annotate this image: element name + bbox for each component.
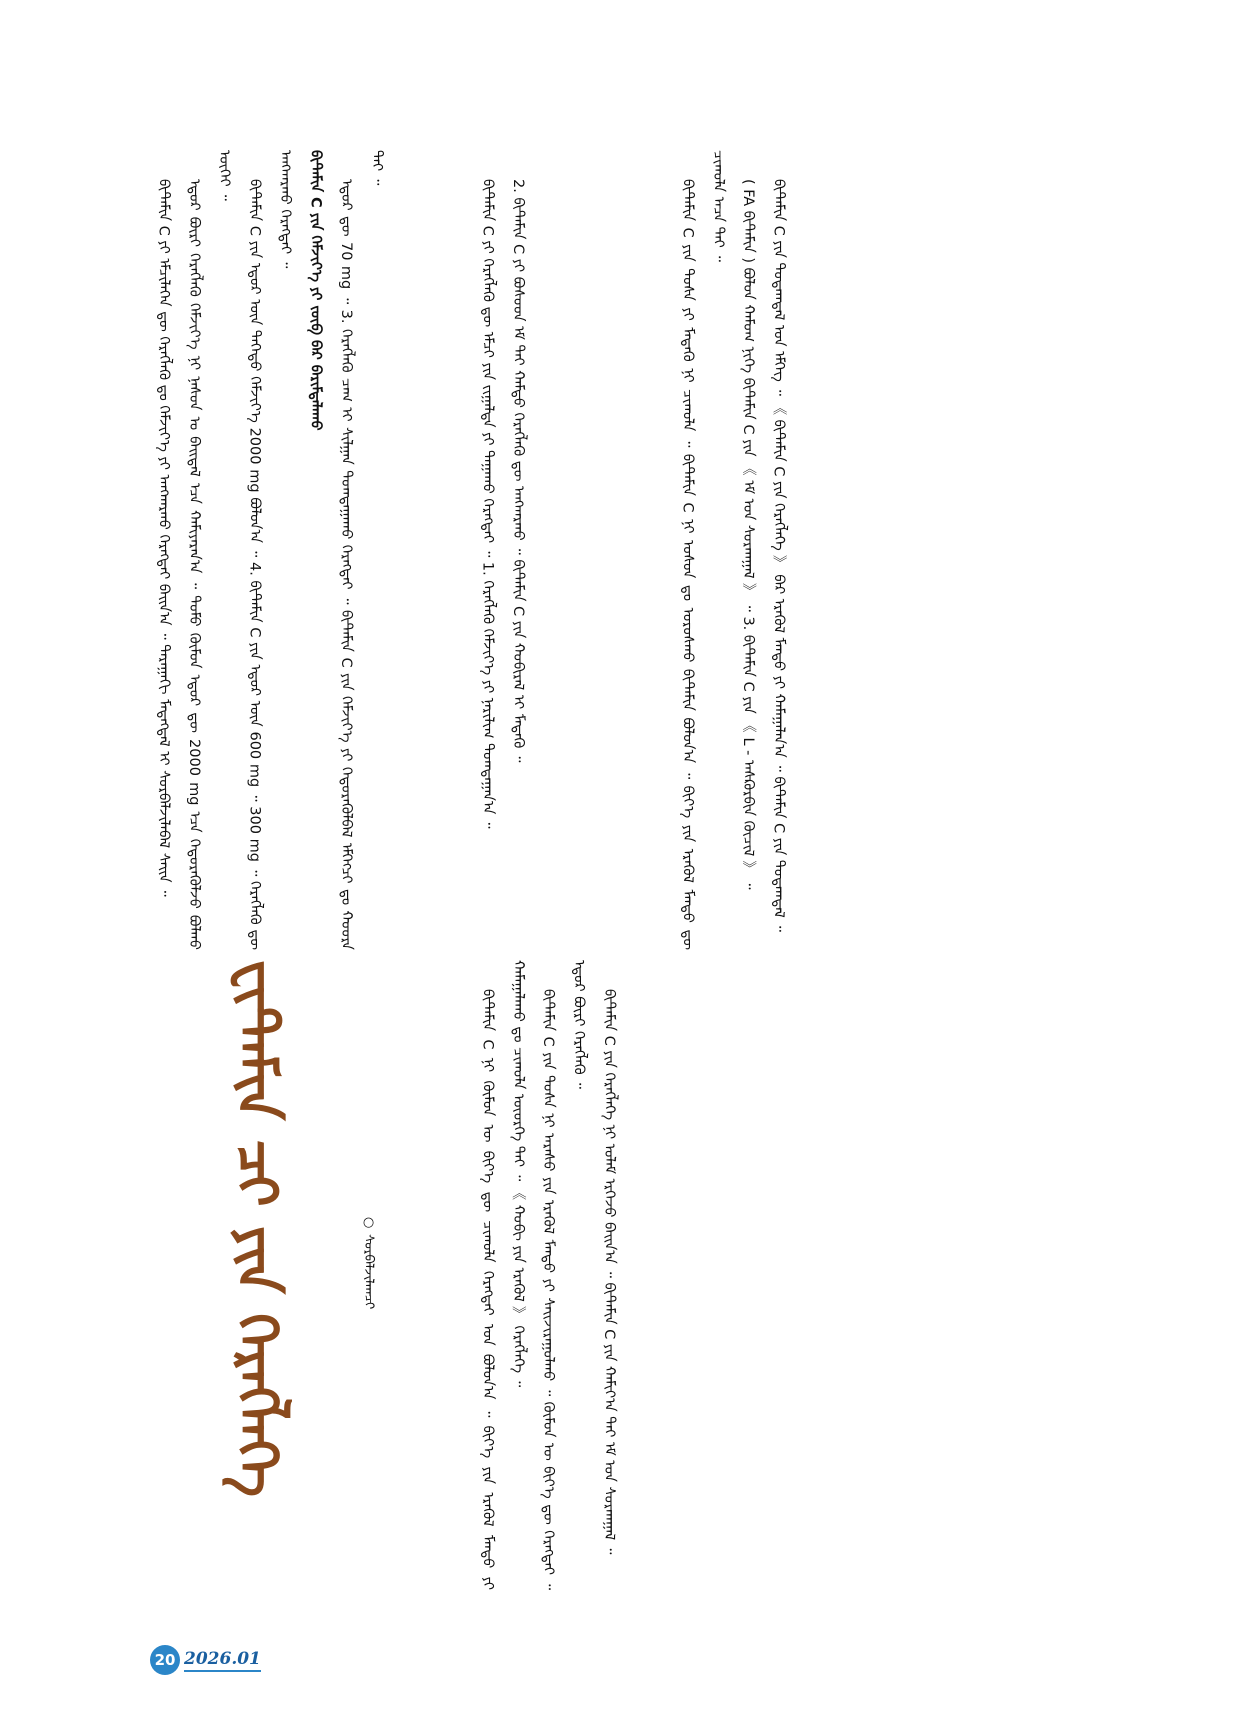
paragraph: ( FA ᠪᠢᠲ᠋ᠠᠮᠢᠨ ) ᠪᠣᠯᠤᠨ ᠬᠠᠮᠤᠭ ᠨᠢᠭᠡ ᠪᠢᠲ᠋ᠠᠮᠢᠨ C ᠶᠢᠨ 《 ᠡᠮ ᠤᠨ ᠰᠤᠷᠬᠠᠭᠠᠯ 》 ᠃ 3. ᠪᠢᠲ᠋ᠠᠮᠢᠨ C ᠶᠢᠨ 《 L - ᠠᠰᠺᠣᠷᠪᠢᠨ ᠬᠦᠴᠢᠯ 》 ᠃: [740, 179, 757, 890]
author-name: ᠰᠤᠷᠪᠠᠯᠵᠢᠯᠠᠭᠴᠢ: [361, 1234, 376, 1310]
page-number: 20: [150, 1645, 180, 1675]
paragraph: ᠪᠢᠲ᠋ᠠᠮᠢᠨ C ᠶᠢᠨ ᠲᠤᠰᠠ ᠨᠢ ᠠᠷᠠᠰᠤ ᠶᠢᠨ ᠡᠷᠡᠭᠦᠯ ᠮᠡᠨᠳᠦ ᠶᠢ ᠰᠠᠢᠵᠢᠷᠠᠭᠤᠯᠬᠤ ᠃ ᠬᠦᠮᠦᠨ ᠦ ᠪᠢᠶ᠎ᠡ ᠳᠦ ᠬᠡᠷᠡᠭᠲᠡᠢ ᠃ ᠡᠳᠦᠷ ᠪᠦᠷᠢ ᠬᠡᠷᠡᠭᠯᠡᠬᠦ ᠃: [540, 960, 587, 1590]
paragraph: ᠪᠢᠲ᠋ᠠᠮᠢᠨ C ᠶᠢᠨ ᠡᠳᠦᠷ ᠦᠨ ᠳᠡᠭᠡᠳᠦ ᠬᠡᠮᠵᠢᠶ᠎ᠡ 2000 mg ᠪᠤᠯᠤᠨ᠎ᠠ ᠃ 4. ᠪᠢᠲ᠋ᠠᠮᠢᠨ C ᠶᠢᠨ ᠡᠳᠦᠷ ᠦᠨ 600 mg ᠃ 300 mg ᠃ ᠬᠡᠷᠡᠭᠯᠡᠬᠦ ᠳᠦ ᠠᠩᠬᠠᠷᠬᠤ ᠬᠡᠷᠡᠭᠲᠡᠢ ᠃: [246, 150, 294, 950]
article-title: ᠸᠢᠲ᠋ᠠᠮᠢᠨ ᠴᠢ ᠶᠢᠨ ᠬᠡᠷᠡᠭᠯᠡᠭᠡ: [224, 960, 290, 1498]
column-b: [472, 150, 654, 950]
paragraph: ᠪᠢᠲ᠋ᠠᠮᠢᠨ C ᠶᠢᠨ ᠲᠤᠰᠠ ᠶᠢ ᠮᠡᠳᠡᠬᠦ ᠨᠢ ᠴᠢᠬᠤᠯᠠ ᠃ ᠪᠢᠲ᠋ᠠᠮᠢᠨ C ᠨᠢ ᠤᠰᠤᠨ ᠳᠤ ᠤᠷᠤᠰᠬᠤ ᠪᠢᠲ᠋ᠠᠮᠢᠨ ᠪᠣᠯᠤᠨ᠎ᠠ ᠃ ᠪᠢᠶ᠎ᠡ ᠶᠢᠨ ᠡᠷᠡᠭᠦᠯ ᠮᠡᠨᠳᠦ ᠳᠦ ᠴᠢᠬᠤᠯᠠ ᠠᠴᠠ ᠲᠠᠢ ᠃: [679, 150, 726, 950]
footer: [150, 1630, 261, 1690]
author-line: [356, 1215, 380, 1475]
paragraph: ᠪᠢᠲ᠋ᠠᠮᠢᠨ C ᠶᠢ ᠡᠮᠴᠢᠯᠡᠭᠡᠨ ᠳᠦ ᠬᠡᠷᠡᠭᠯᠡᠬᠦ ᠳᠤ ᠬᠡᠮᠵᠢᠶ᠎ᠡ ᠶᠢ ᠠᠨᠭᠬᠠᠷᠬᠤ ᠬᠡᠷᠡᠭᠲᠡᠢ ᠪᠠᠢᠨ᠎ᠠ ᠃ ᠳᠠᠷᠠᠭᠠᠬᠢ ᠮᠡᠳᠡᠭᠳᠡᠯ ᠢ ᠰᠤᠷᠪᠠᠯᠵᠢᠯᠠᠪᠠᠯ ᠰᠠᠢᠨ ᠃: [155, 179, 172, 897]
author-mark: ○: [361, 1215, 376, 1230]
paragraph: ᠪᠢᠲ᠋ᠠᠮᠢᠨ C ᠶᠢ ᠬᠡᠷᠡᠭᠯᠡᠬᠦ ᠳᠦ ᠡᠮᠴᠢ ᠶᠢᠨ ᠵᠢᠭᠠᠯᠲᠠ ᠶᠢ ᠳᠠᠭᠠᠬᠤ ᠬᠡᠷᠡᠭᠲᠡᠢ ᠃ 1. ᠬᠡᠷᠡᠭᠯᠡᠬᠦ ᠬᠡᠮᠵᠢᠶ᠎ᠡ ᠶᠢ ᠨᠠᠷᠢᠯᠢᠭ ᠲᠣᠭᠲᠠᠭᠠᠨ᠎ᠠ ᠃: [479, 179, 496, 829]
column-c: [672, 150, 1084, 950]
paragraph: ᠡᠳᠦᠷ ᠪᠦᠷᠢ ᠬᠡᠷᠡᠭᠯᠡᠬᠦ ᠬᠡᠮᠵᠢᠶ᠎ᠡ ᠨᠢ ᠨᠠᠰᠤᠨ ᠤ ᠪᠠᠢᠳᠠᠯ ᠡᠴᠡ ᠬᠠᠮᠢᠶᠠᠷᠠᠨ᠎ᠠ ᠃ ᠲᠤᠮᠤ ᠬᠦᠮᠦᠨ ᠡᠳᠦᠷ ᠳᠦ 2000 mg ᠡᠴᠡ ᠬᠡᠲᠦᠷᠡᠭᠦᠯᠵᠦ ᠪᠤᠯᠬᠤ ᠦᠭᠡᠢ ᠃: [185, 150, 233, 950]
paragraph: ᠪᠢᠲ᠋ᠠᠮᠢᠨ C ᠶᠢᠨ ᠬᠡᠷᠡᠭᠯᠡᠭᠡ ᠨᠢ ᠤᠯᠠᠮ ᠡᠷᠭᠡᠵᠦ ᠪᠠᠢᠨ᠎ᠠ ᠃ ᠪᠢᠲ᠋ᠠᠮᠢᠨ C ᠶᠢᠨ ᠬᠠᠮᠢᠶ᠎ᠠ ᠲᠠᠢ ᠡᠮ ᠤᠨ ᠰᠤᠷᠬᠠᠭᠠᠯ ᠃: [601, 989, 618, 1555]
column-d: [472, 960, 1084, 1590]
column-a: [148, 150, 468, 950]
section-heading: ᠪᠢᠲ᠋ᠠᠮᠢᠨ C ᠶᠢᠨ ᠬᠡᠮᠵᠢᠶ᠎ᠡ ᠶᠢ ᠵᠦᠪ ᠪᠠᠷ ᠪᠠᠷᠢᠮᠲᠠᠯᠠᠬᠤ: [307, 150, 324, 431]
paragraph: ᠪᠢᠲ᠋ᠠᠮᠢᠨ C ᠨᠢ ᠬᠦᠮᠦᠨ ᠦ ᠪᠢᠶ᠎ᠡ ᠳᠦ ᠴᠢᠬᠤᠯᠠ ᠬᠡᠷᠡᠭᠲᠡᠢ ᠡᠳ ᠪᠣᠯᠤᠨ᠎ᠠ ᠃ ᠪᠢᠶ᠎ᠡ ᠶᠢᠨ ᠡᠷᠡᠭᠦᠯ ᠮᠡᠨᠳᠦ ᠶᠢ ᠬᠠᠮᠠᠭᠠᠯᠠᠬᠤ ᠳᠤ ᠴᠢᠬᠤᠯᠠ ᠦᠦᠷᠭᠡ ᠲᠠᠢ ᠃ 《 ᠬᠤᠪᠢ ᠶᠢᠨ ᠡᠷᠡᠭᠦᠯ 》 ᠬᠡᠷᠡᠭᠯᠡᠭᠡ ᠃: [479, 960, 526, 1590]
paragraph: ᠡᠳᠦᠷ ᠳᠦ 70 mg ᠃ 3. ᠬᠡᠷᠡᠭᠯᠡᠬᠦ ᠴᠠᠭ ᠢ ᠰᠢᠯᠭᠠᠨ ᠲᠣᠭᠲᠠᠭᠠᠬᠤ ᠬᠡᠷᠡᠭᠲᠡᠢ ᠃ ᠪᠢᠲ᠋ᠠᠮᠢᠨ C ᠶᠢᠨ ᠬᠡᠮᠵᠢᠶ᠎ᠡ ᠶᠢ ᠬᠡᠲᠦᠷᠡᠭᠦᠯᠪᠡᠯ ᠡᠮᠭᠡᠭᠴᠢ ᠳᠤ ᠬᠣᠣᠷᠠ ᠲᠠᠢ ᠃: [337, 150, 385, 950]
issue-date: 2026.01: [184, 1649, 261, 1672]
paragraph: 2. ᠪᠢᠲ᠋ᠠᠮᠢᠨ C ᠶᠢ ᠪᠤᠰᠤᠳ ᠡᠮ ᠲᠡᠢ ᠬᠠᠮᠲᠤ ᠬᠡᠷᠡᠭᠯᠡᠬᠦ ᠳᠦ ᠠᠩᠬᠠᠷᠬᠤ ᠃ ᠪᠢᠲ᠋ᠠᠮᠢᠨ C ᠶᠢᠨ ᠬᠤᠪᠢᠷᠠᠯ ᠢ ᠮᠡᠳᠡᠬᠦ ᠃: [509, 179, 526, 763]
paragraph: ᠪᠢᠲ᠋ᠠᠮᠢᠨ C ᠶᠢᠨ ᠳᠤᠲᠠᠭᠳᠠᠯ ᠤᠨ ᠡᠮᠭᠡᠭ ᠃ 《 ᠪᠢᠲ᠋ᠠᠮᠢᠨ C ᠶᠢᠨ ᠬᠡᠷᠡᠭᠯᠡᠭᠡ 》 ᠪᠡᠷ ᠡᠷᠡᠭᠦᠯ ᠮᠡᠨᠳᠦ ᠶᠢ ᠬᠠᠮᠠᠭᠠᠯᠠᠨ᠎ᠠ ᠃ ᠪᠢᠲ᠋ᠠᠮᠢᠨ C ᠶᠢᠨ ᠳᠤᠲᠠᠭᠳᠠᠯ ᠃: [770, 179, 787, 932]
